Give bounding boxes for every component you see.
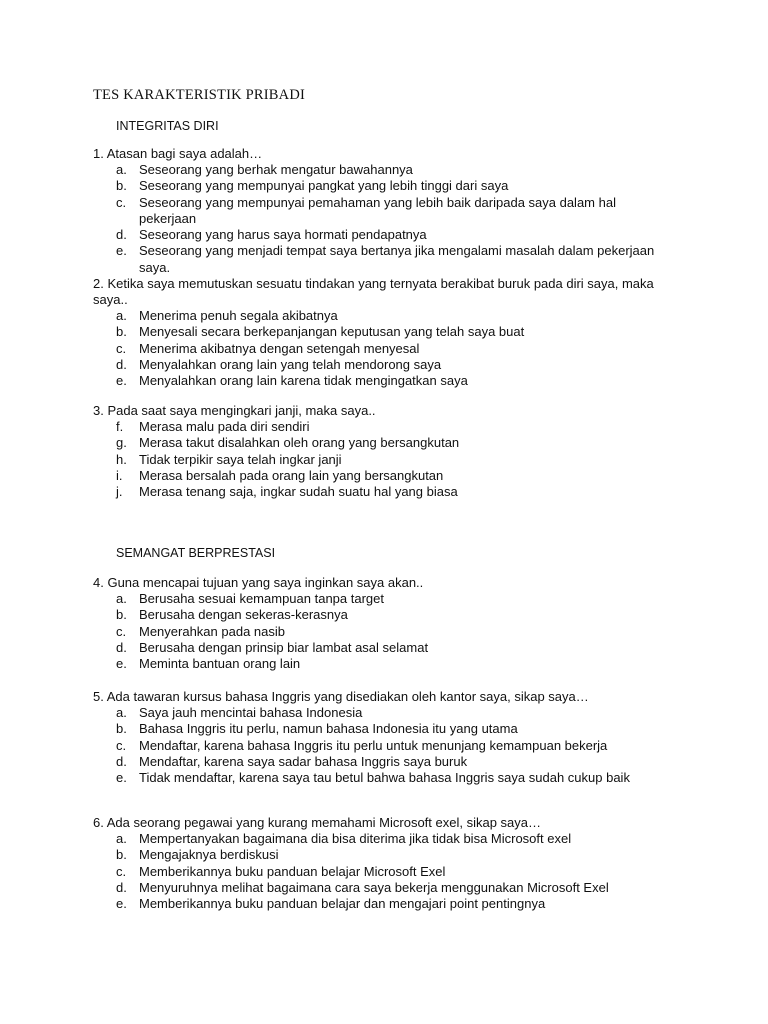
option-item [93, 721, 673, 737]
option-letter: a. [116, 308, 127, 323]
option-list [93, 831, 673, 912]
option-text: Merasa tenang saja, ingkar sudah suatu hal yang biasa [139, 484, 458, 500]
option-text: Menyuruhnya melihat bagaimana cara saya bekerja menggunakan Microsoft Exel [139, 879, 609, 895]
option-text: Merasa bersalah pada orang lain yang bersangkutan [139, 467, 444, 483]
option-text: Mendaftar, karena bahasa Inggris itu perlu untuk menunjang kemampuan bekerja [139, 737, 608, 753]
option-item [93, 357, 673, 373]
option-letter: g. [116, 435, 127, 451]
option-list [93, 308, 673, 389]
option-item [93, 162, 673, 178]
option-letter: e. [116, 243, 127, 259]
option-item [93, 484, 673, 500]
question-text: 1. Atasan bagi saya adalah… [93, 146, 263, 161]
option-item [93, 435, 673, 451]
option-item [93, 607, 673, 623]
option-text: Berusaha dengan prinsip biar lambat asal selamat [139, 639, 429, 655]
question-5 [93, 689, 673, 786]
option-letter: c. [116, 340, 127, 356]
option-item [93, 831, 673, 847]
option-text: Menyalahkan orang lain karena tidak mengingatkan saya [139, 373, 468, 389]
option-letter: a. [116, 705, 127, 720]
option-letter: c. [116, 863, 127, 879]
option-text: Memberikannya buku panduan belajar Microsoft Exel [139, 863, 446, 879]
option-letter: i. [116, 467, 123, 483]
option-item [93, 373, 673, 389]
option-letter: d. [116, 356, 127, 372]
question-text: 4. Guna mencapai tujuan yang saya inginkan saya akan.. [93, 575, 424, 590]
option-letter: f. [116, 419, 124, 434]
option-letter: c. [116, 737, 127, 753]
option-item [93, 195, 673, 228]
option-text: Seseorang yang mempunyai pangkat yang lebih tinggi dari saya [139, 178, 509, 194]
option-list [93, 162, 673, 276]
option-item [93, 705, 673, 721]
option-letter: a. [116, 162, 127, 177]
option-item [93, 324, 673, 340]
option-item [93, 864, 673, 880]
option-item [93, 880, 673, 896]
option-letter: b. [116, 607, 127, 623]
option-item [93, 227, 673, 243]
option-item [93, 896, 673, 912]
option-item [93, 847, 673, 863]
option-item [93, 419, 673, 435]
option-text: Menyalahkan orang lain yang telah mendorong saya [139, 356, 442, 372]
question-3 [93, 403, 673, 500]
option-letter: e. [116, 373, 127, 389]
option-item [93, 468, 673, 484]
option-letter: e. [116, 656, 127, 672]
option-letter: d. [116, 639, 127, 655]
option-item [93, 754, 673, 770]
option-letter: c. [116, 623, 127, 639]
option-text: Mendaftar, karena saya sadar bahasa Inggris saya buruk [139, 753, 468, 769]
option-text: Tidak mendaftar, karena saya tau betul bahwa bahasa Inggris saya sudah cukup baik [139, 770, 630, 786]
option-text: Seseorang yang berhak mengatur bawahannya [139, 162, 413, 177]
option-letter: b. [116, 324, 127, 340]
option-text: Menyerahkan pada nasib [139, 623, 285, 639]
option-item [93, 341, 673, 357]
option-letter: a. [116, 831, 127, 846]
question-6 [93, 815, 673, 912]
question-text: 3. Pada saat saya mengingkari janji, maka saya.. [93, 403, 376, 418]
option-letter: a. [116, 591, 127, 606]
option-item [93, 624, 673, 640]
option-letter: b. [116, 847, 127, 863]
option-item [93, 656, 673, 672]
option-text: Berusaha sesuai kemampuan tanpa target [139, 591, 384, 606]
option-item [93, 178, 673, 194]
question-4 [93, 575, 673, 672]
option-letter: d. [116, 879, 127, 895]
question-1 [93, 146, 673, 276]
option-letter: b. [116, 721, 127, 737]
option-text: Saya jauh mencintai bahasa Indonesia [139, 705, 363, 720]
option-item [93, 243, 673, 276]
section-heading-semangat: SEMANGAT BERPRESTASI [116, 546, 276, 560]
option-list [93, 705, 673, 786]
option-text: Merasa takut disalahkan oleh orang yang bersangkutan [139, 435, 460, 451]
option-text: Menyesali secara berkepanjangan keputusan yang telah saya buat [139, 324, 525, 340]
option-letter: d. [116, 753, 127, 769]
option-letter: h. [116, 451, 127, 467]
option-list [93, 591, 673, 672]
option-list [93, 419, 673, 500]
option-letter: c. [116, 194, 127, 210]
question-text: 2. Ketika saya memutuskan sesuatu tindakan yang ternyata berakibat buruk pada diri saya, maka saya.. [93, 276, 654, 307]
option-item [93, 308, 673, 324]
option-letter: e. [116, 896, 127, 912]
option-text: Memberikannya buku panduan belajar dan mengajari point pentingnya [139, 896, 546, 912]
option-text: Menerima penuh segala akibatnya [139, 308, 338, 323]
question-2 [93, 276, 673, 389]
option-text: Berusaha dengan sekeras-kerasnya [139, 607, 348, 623]
option-letter: j. [116, 484, 123, 500]
option-text: Seseorang yang menjadi tempat saya bertanya jika mengalami masalah dalam pekerjaan saya. [139, 243, 655, 275]
question-text: 6. Ada seorang pegawai yang kurang memahami Microsoft exel, sikap saya… [93, 815, 542, 830]
option-text: Seseorang yang harus saya hormati pendapatnya [139, 227, 427, 243]
option-text: Menerima akibatnya dengan setengah menyesal [139, 340, 420, 356]
option-letter: e. [116, 770, 127, 786]
option-text: Meminta bantuan orang lain [139, 656, 301, 672]
option-text: Merasa malu pada diri sendiri [139, 419, 310, 434]
option-item [93, 640, 673, 656]
option-item [93, 738, 673, 754]
question-text: 5. Ada tawaran kursus bahasa Inggris yang disediakan oleh kantor saya, sikap saya… [93, 689, 589, 704]
option-text: Mengajaknya berdiskusi [139, 847, 279, 863]
option-letter: b. [116, 178, 127, 194]
option-item [93, 770, 673, 786]
option-letter: d. [116, 227, 127, 243]
option-text: Tidak terpikir saya telah ingkar janji [139, 451, 342, 467]
option-text: Bahasa Inggris itu perlu, namun bahasa Indonesia itu yang utama [139, 721, 518, 737]
option-text: Mempertanyakan bagaimana dia bisa diterima jika tidak bisa Microsoft exel [139, 831, 572, 846]
document-title: TES KARAKTERISTIK PRIBADI [93, 87, 306, 103]
section-heading-integritas: INTEGRITAS DIRI [116, 119, 219, 133]
option-text: Seseorang yang mempunyai pemahaman yang lebih baik daripada saya dalam hal pekerjaan [139, 194, 616, 226]
option-item [93, 452, 673, 468]
option-item [93, 591, 673, 607]
